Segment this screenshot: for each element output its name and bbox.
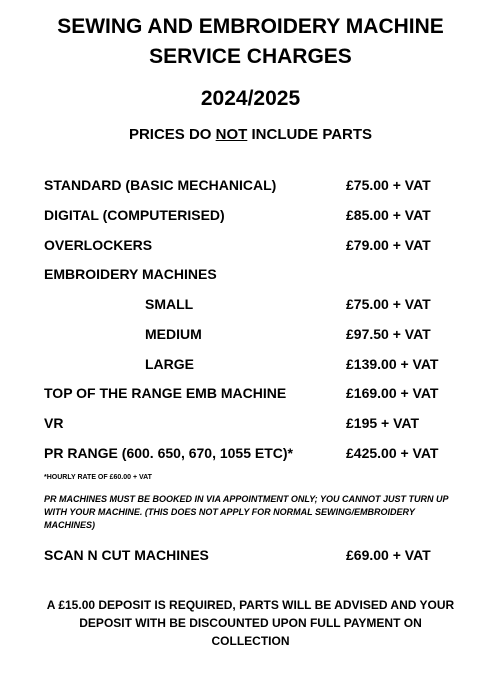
price-row-embroidery-heading [0, 266, 501, 288]
title-line-1: SEWING AND EMBROIDERY MACHINE [57, 15, 444, 38]
title-line-2: SERVICE CHARGES [149, 45, 352, 68]
item-price: £75.00 + VAT [346, 296, 431, 312]
item-price: £425.00 + VAT [346, 445, 439, 461]
year-heading: 2024/2025 [200, 87, 301, 110]
pr-appointment-note: PR MACHINES MUST BE BOOKED IN VIA APPOINTMENT ONLY; YOU CANNOT JUST TURN UP WITH YOUR MACHINE. (THIS DOES NOT APPLY FOR NORMAL SEWING/EMBROIDERY MACHINES) [44, 494, 449, 530]
price-row-standard [0, 177, 501, 199]
item-price: £69.00 + VAT [346, 547, 431, 563]
item-label: PR RANGE (600. 650, 670, 1055 ETC)* [44, 445, 294, 461]
item-label: MEDIUM [145, 326, 202, 342]
item-price: £75.00 + VAT [346, 177, 431, 193]
price-row-scan-n-cut [0, 547, 501, 569]
item-label: SCAN N CUT MACHINES [44, 547, 209, 563]
item-label: OVERLOCKERS [44, 237, 153, 253]
disclaimer-text-post: INCLUDE PARTS [247, 126, 373, 143]
item-price: £79.00 + VAT [346, 237, 431, 253]
parts-disclaimer [0, 126, 501, 143]
document-title [0, 12, 501, 72]
price-row-pr-range [0, 445, 501, 467]
item-price: £195 + VAT [346, 415, 420, 431]
price-row-top-of-range [0, 385, 501, 407]
item-price: £85.00 + VAT [346, 207, 431, 223]
price-row-overlockers [0, 237, 501, 259]
disclaimer-emphasis: NOT [215, 126, 248, 143]
item-label: SMALL [145, 296, 194, 312]
deposit-notice: A £15.00 DEPOSIT IS REQUIRED, PARTS WILL BE ADVISED AND YOUR DEPOSIT WITH BE DISCOUNTED UPON FULL PAYMENT ON COLLECTION [46, 598, 455, 648]
item-label: DIGITAL (COMPUTERISED) [44, 207, 225, 223]
item-label: LARGE [145, 356, 194, 372]
price-row-medium [0, 326, 501, 348]
item-label: STANDARD (BASIC MECHANICAL) [44, 177, 277, 193]
price-row-small [0, 296, 501, 318]
item-price: £169.00 + VAT [346, 385, 439, 401]
item-label: TOP OF THE RANGE EMB MACHINE [44, 385, 287, 401]
price-row-vr [0, 415, 501, 437]
price-row-large [0, 356, 501, 378]
hourly-rate-note: *HOURLY RATE OF £60.00 + VAT [44, 474, 152, 481]
item-label: EMBROIDERY MACHINES [44, 266, 217, 282]
item-price: £97.50 + VAT [346, 326, 431, 342]
disclaimer-text-pre: PRICES DO [128, 126, 216, 143]
price-row-digital [0, 207, 501, 229]
item-label: VR [44, 415, 64, 431]
item-price: £139.00 + VAT [346, 356, 439, 372]
